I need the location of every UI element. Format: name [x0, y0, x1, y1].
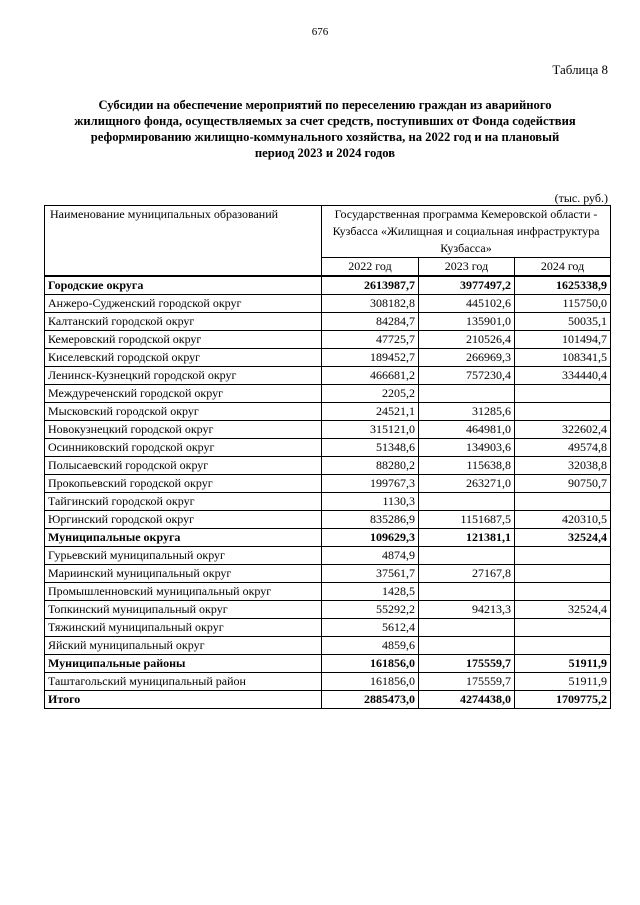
- value-2024-cell: 50035,1: [515, 313, 611, 331]
- row-name-cell: Гурьевский муниципальный округ: [45, 547, 322, 565]
- table-row: [45, 385, 611, 403]
- value-2024-cell: 32524,4: [515, 529, 611, 547]
- value-2023-cell: 445102,6: [419, 295, 515, 313]
- value-2022-cell: 2613987,7: [322, 276, 419, 295]
- column-header-2024: 2024 год: [515, 258, 611, 277]
- row-name-cell: Промышленновский муниципальный округ: [45, 583, 322, 601]
- value-2023-cell: 757230,4: [419, 367, 515, 385]
- table-row: [45, 637, 611, 655]
- value-2023-cell: [419, 619, 515, 637]
- row-name-cell: Новокузнецкий городской округ: [45, 421, 322, 439]
- table-row: [45, 276, 611, 295]
- table-body: [45, 276, 611, 709]
- row-name-cell: Муниципальные округа: [45, 529, 322, 547]
- value-2022-cell: 2205,2: [322, 385, 419, 403]
- column-header-name: Наименование муниципальных образований: [45, 206, 322, 277]
- value-2024-cell: 420310,5: [515, 511, 611, 529]
- table-row: [45, 367, 611, 385]
- value-2024-cell: 1709775,2: [515, 691, 611, 709]
- row-name-cell: Мысковский городской округ: [45, 403, 322, 421]
- row-name-cell: Юргинский городской округ: [45, 511, 322, 529]
- value-2024-cell: 51911,9: [515, 673, 611, 691]
- value-2022-cell: 161856,0: [322, 673, 419, 691]
- value-2024-cell: 101494,7: [515, 331, 611, 349]
- title-line: Субсидии на обеспечение мероприятий по переселению граждан из аварийного: [98, 98, 552, 112]
- value-2024-cell: 108341,5: [515, 349, 611, 367]
- value-2022-cell: 161856,0: [322, 655, 419, 673]
- value-2024-cell: 51911,9: [515, 655, 611, 673]
- value-2023-cell: 134903,6: [419, 439, 515, 457]
- value-2022-cell: 37561,7: [322, 565, 419, 583]
- row-name-cell: Тяжинский муниципальный округ: [45, 619, 322, 637]
- page-number: 676: [311, 26, 329, 38]
- value-2023-cell: 175559,7: [419, 655, 515, 673]
- value-2022-cell: 189452,7: [322, 349, 419, 367]
- table-row: [45, 349, 611, 367]
- value-2022-cell: 4874,9: [322, 547, 419, 565]
- value-2024-cell: [515, 583, 611, 601]
- table-row: [45, 547, 611, 565]
- table-row: [45, 583, 611, 601]
- value-2022-cell: 2885473,0: [322, 691, 419, 709]
- row-name-cell: Муниципальные районы: [45, 655, 322, 673]
- value-2024-cell: [515, 637, 611, 655]
- value-2022-cell: 88280,2: [322, 457, 419, 475]
- table-header-row: [45, 206, 611, 258]
- table-row: [45, 403, 611, 421]
- value-2023-cell: 4274438,0: [419, 691, 515, 709]
- value-2023-cell: 135901,0: [419, 313, 515, 331]
- value-2023-cell: 210526,4: [419, 331, 515, 349]
- value-2023-cell: 263271,0: [419, 475, 515, 493]
- title-line: период 2023 и 2024 годов: [254, 146, 396, 160]
- value-2023-cell: 121381,1: [419, 529, 515, 547]
- value-2023-cell: [419, 583, 515, 601]
- value-2023-cell: 1151687,5: [419, 511, 515, 529]
- value-2023-cell: [419, 637, 515, 655]
- value-2024-cell: [515, 403, 611, 421]
- value-2024-cell: 334440,4: [515, 367, 611, 385]
- row-name-cell: Топкинский муниципальный округ: [45, 601, 322, 619]
- row-name-cell: Кемеровский городской округ: [45, 331, 322, 349]
- value-2022-cell: 308182,8: [322, 295, 419, 313]
- value-2022-cell: 1428,5: [322, 583, 419, 601]
- value-2024-cell: 90750,7: [515, 475, 611, 493]
- row-name-cell: Прокопьевский городской округ: [45, 475, 322, 493]
- table-row: [45, 421, 611, 439]
- row-name-cell: Калтанский городской округ: [45, 313, 322, 331]
- value-2022-cell: 199767,3: [322, 475, 419, 493]
- value-2022-cell: 51348,6: [322, 439, 419, 457]
- row-name-cell: Тайгинский городской округ: [45, 493, 322, 511]
- row-name-cell: Таштагольский муниципальный район: [45, 673, 322, 691]
- value-2024-cell: 32038,8: [515, 457, 611, 475]
- value-2022-cell: 84284,7: [322, 313, 419, 331]
- column-header-2022: 2022 год: [322, 258, 419, 277]
- value-2023-cell: 115638,8: [419, 457, 515, 475]
- value-2022-cell: 5612,4: [322, 619, 419, 637]
- value-2024-cell: 32524,4: [515, 601, 611, 619]
- table-row: [45, 619, 611, 637]
- row-name-cell: Мариинский муниципальный округ: [45, 565, 322, 583]
- value-2022-cell: 55292,2: [322, 601, 419, 619]
- row-name-cell: Ленинск-Кузнецкий городской округ: [45, 367, 322, 385]
- value-2024-cell: 322602,4: [515, 421, 611, 439]
- value-2023-cell: 31285,6: [419, 403, 515, 421]
- value-2023-cell: 266969,3: [419, 349, 515, 367]
- value-2023-cell: [419, 493, 515, 511]
- row-name-cell: Анжеро-Судженский городской округ: [45, 295, 322, 313]
- value-2024-cell: 49574,8: [515, 439, 611, 457]
- value-2024-cell: [515, 619, 611, 637]
- units-label: (тыс. руб.): [554, 191, 608, 205]
- value-2022-cell: 835286,9: [322, 511, 419, 529]
- value-2023-cell: 3977497,2: [419, 276, 515, 295]
- row-name-cell: Полысаевский городской округ: [45, 457, 322, 475]
- value-2022-cell: 24521,1: [322, 403, 419, 421]
- value-2024-cell: 1625338,9: [515, 276, 611, 295]
- value-2023-cell: 94213,3: [419, 601, 515, 619]
- row-name-cell: Яйский муниципальный округ: [45, 637, 322, 655]
- row-name-cell: Осинниковский городской округ: [45, 439, 322, 457]
- row-name-cell: Городские округа: [45, 276, 322, 295]
- document-title: [40, 97, 610, 161]
- table-row: [45, 529, 611, 547]
- value-2023-cell: 175559,7: [419, 673, 515, 691]
- value-2023-cell: [419, 547, 515, 565]
- value-2022-cell: 466681,2: [322, 367, 419, 385]
- row-name-cell: Итого: [45, 691, 322, 709]
- value-2023-cell: [419, 385, 515, 403]
- table-row: [45, 673, 611, 691]
- row-name-cell: Междуреченский городской округ: [45, 385, 322, 403]
- value-2024-cell: [515, 493, 611, 511]
- table-row: [45, 457, 611, 475]
- column-header-program: Государственная программа Кемеровской области - Кузбасса «Жилищная и социальная инфраструктура Кузбасса»: [322, 206, 611, 258]
- table-row: [45, 565, 611, 583]
- value-2022-cell: 109629,3: [322, 529, 419, 547]
- value-2023-cell: 464981,0: [419, 421, 515, 439]
- table-row: [45, 691, 611, 709]
- value-2024-cell: [515, 385, 611, 403]
- value-2024-cell: [515, 547, 611, 565]
- value-2022-cell: 4859,6: [322, 637, 419, 655]
- row-name-cell: Киселевский городской округ: [45, 349, 322, 367]
- table-row: [45, 313, 611, 331]
- title-line: реформированию жилищно-коммунального хозяйства, на 2022 год и на плановый: [90, 130, 560, 144]
- table-row: [45, 295, 611, 313]
- value-2023-cell: 27167,8: [419, 565, 515, 583]
- subsidies-table: [44, 205, 611, 709]
- table-row: [45, 493, 611, 511]
- column-header-2023: 2023 год: [419, 258, 515, 277]
- value-2022-cell: 315121,0: [322, 421, 419, 439]
- title-line: жилищного фонда, осуществляемых за счет средств, поступивших от Фонда содействия: [74, 114, 576, 128]
- value-2024-cell: [515, 565, 611, 583]
- value-2024-cell: 115750,0: [515, 295, 611, 313]
- value-2022-cell: 47725,7: [322, 331, 419, 349]
- table-row: [45, 601, 611, 619]
- table-row: [45, 331, 611, 349]
- table-row: [45, 475, 611, 493]
- table-row: [45, 655, 611, 673]
- table-row: [45, 439, 611, 457]
- table-label: Таблица 8: [552, 62, 608, 77]
- table-row: [45, 511, 611, 529]
- value-2022-cell: 1130,3: [322, 493, 419, 511]
